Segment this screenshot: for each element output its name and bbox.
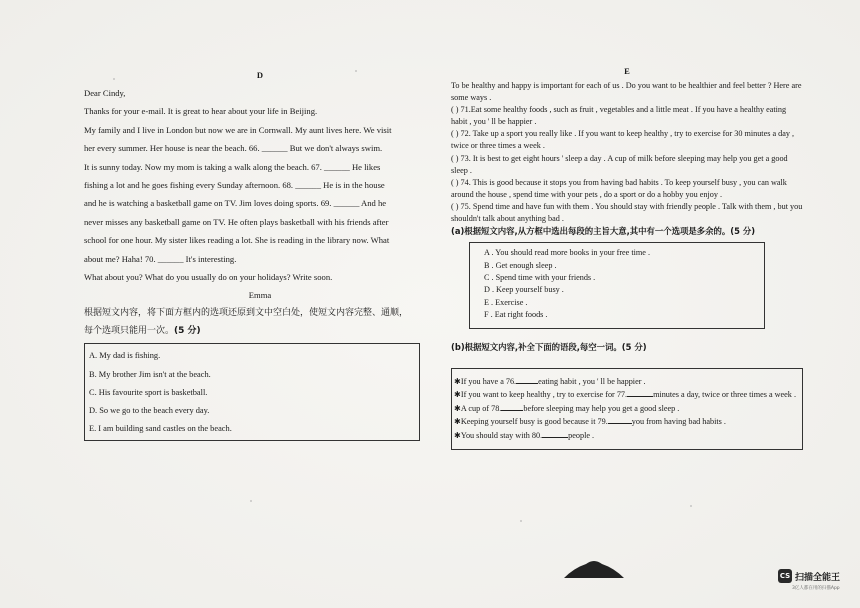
letter-signature: Emma: [248, 290, 272, 301]
instruction-line: 根据短文内容，将下面方框内的选项还原到文中空白处，使短文内容完整、通顺，: [84, 308, 409, 319]
blank-line: [627, 388, 653, 397]
fill-item: [454, 429, 798, 443]
section-d: [84, 70, 436, 441]
scanner-app-name: 扫描全能王: [795, 572, 841, 583]
passage-paragraph: ( ) 71.Eat some healthy foods , such as fruit , vegetables and a little meat . If you have a healthy eating habit , you ' ll be happier .: [451, 105, 787, 127]
option-item: C . Spend time with your friends .: [484, 272, 596, 282]
scan-speck: [250, 500, 252, 502]
option-item: A. My dad is fishing.: [89, 351, 161, 361]
option-item: E . Exercise .: [484, 297, 528, 307]
passage-paragraph: ( ) 72. Take up a sport you really like . If you want to keep healthy , try to exercise for 30 minutes a day , twice or three times a week .: [451, 129, 795, 151]
fill-post: people .: [568, 430, 595, 440]
passage-paragraph: ( ) 73. It is best to get eight hours ' sleep a day . A cup of milk before sleeping may help you get a good sleep .: [451, 153, 788, 175]
fill-item: [454, 415, 798, 429]
fill-pre: ✱If you want to keep healthy , try to exercise for 77.: [454, 390, 628, 400]
option-item: E. I am building sand castles on the beach.: [89, 424, 232, 434]
scan-smudge: [564, 556, 624, 578]
fill-item: [454, 402, 798, 416]
scan-speck: [520, 520, 522, 522]
letter-line: fishing a lot and he goes fishing every Sunday afternoon. 68. ______ He is in the house: [84, 180, 385, 191]
scanner-tagline: 3亿人都在用的扫描App: [792, 586, 840, 591]
passage-paragraph: To be healthy and happy is important for each of us . Do you want to be healthier and feel better ? Here are some ways .: [451, 81, 802, 103]
options-box-d: [84, 343, 420, 441]
scan-speck: [355, 70, 357, 72]
fill-post: minutes a day, twice or three times a week .: [653, 390, 796, 400]
option-item: D. So we go to the beach every day.: [89, 406, 210, 416]
option-item: F . Eat right foods .: [484, 310, 548, 320]
option-item: B. My brother Jim isn't at the beach.: [89, 369, 211, 379]
letter-line: It is sunny today. Now my mom is taking a walk along the beach. 67. ______ He likes: [84, 161, 381, 172]
blank-line: [608, 415, 632, 424]
fill-pre: ✱Keeping yourself busy is good because it 79.: [454, 417, 608, 427]
letter-line: her every summer. Her house is near the beach. 66. ______ But we don't always swim.: [84, 143, 383, 154]
scan-speck: [690, 505, 692, 507]
letter-line: What about you? What do you usually do on your holidays? Write soon.: [84, 272, 333, 283]
scanner-watermark: [778, 569, 840, 583]
letter-line: Dear Cindy,: [84, 88, 126, 98]
letter-line: school for one hour. My sister likes reading a lot. She is reading in the library now. What: [84, 235, 390, 246]
section-d-heading: D: [256, 70, 264, 80]
option-item: B . Get enough sleep .: [484, 260, 557, 270]
fill-post: before sleeping may help you get a good sleep .: [523, 403, 680, 413]
option-item: A . You should read more books in your free time .: [484, 248, 651, 258]
fill-pre: ✱You should stay with 80.: [454, 430, 543, 440]
section-e-instruction-a: (a)根据短文内容,从方框中选出每段的主旨大意,其中有一个选项是多余的。(5 分): [451, 226, 756, 237]
fill-pre: ✱A cup of 78.: [454, 403, 502, 413]
passage-paragraph: ( ) 75. Spend time and have fun with them . You should stay with friendly people . Talk with them , but you shouldn't talk about anything bad .: [451, 201, 803, 224]
letter-line: My family and I live in London but now we are in Cornwall. My aunt lives here. We visit: [84, 124, 392, 135]
fill-blank-box: [451, 368, 803, 450]
section-e-instruction-b: (b)根据短文内容,补全下面的语段,每空一词。(5 分): [451, 341, 647, 352]
options-box-e: [469, 242, 765, 328]
instruction-line: 每个选项只能用一次。: [84, 326, 175, 337]
option-item: D . Keep yourself busy .: [484, 285, 564, 295]
letter-line: Thanks for your e-mail. It is great to hear about your life in Beijing.: [84, 106, 318, 117]
points-label: (5 分): [174, 326, 201, 337]
letter-line: and he is watching a basketball game on TV. Jim loves doing sports. 69. ______ And he: [84, 198, 387, 209]
passage-paragraph: ( ) 74. This is good because it stops you from having bad habits . To keep yourself busy , you can walk around the house , spend time with your pets , do a sport or do a hobby you enjoy .: [451, 177, 787, 199]
fill-post: eating habit , you ' ll be happier .: [538, 376, 646, 386]
fill-item: [454, 375, 798, 389]
fill-pre: ✱If you have a 76.: [454, 376, 517, 386]
blank-line: [542, 429, 568, 438]
option-item: C. His favourite sport is basketball.: [89, 387, 208, 397]
blank-line: [501, 402, 523, 411]
section-d-instruction: [84, 304, 436, 340]
fill-item: [454, 388, 798, 402]
section-e: [451, 66, 803, 450]
letter-line: about me? Haha! 70. ______ It's interesting.: [84, 253, 237, 264]
scanner-logo-icon: CS: [778, 569, 792, 583]
letter-line: never misses any basketball game on TV. He often plays basketball with his friends after: [84, 216, 389, 227]
scan-speck: [113, 78, 115, 80]
fill-post: you from having bad habits .: [631, 417, 726, 427]
section-e-heading: E: [624, 66, 630, 76]
blank-line: [516, 375, 538, 384]
